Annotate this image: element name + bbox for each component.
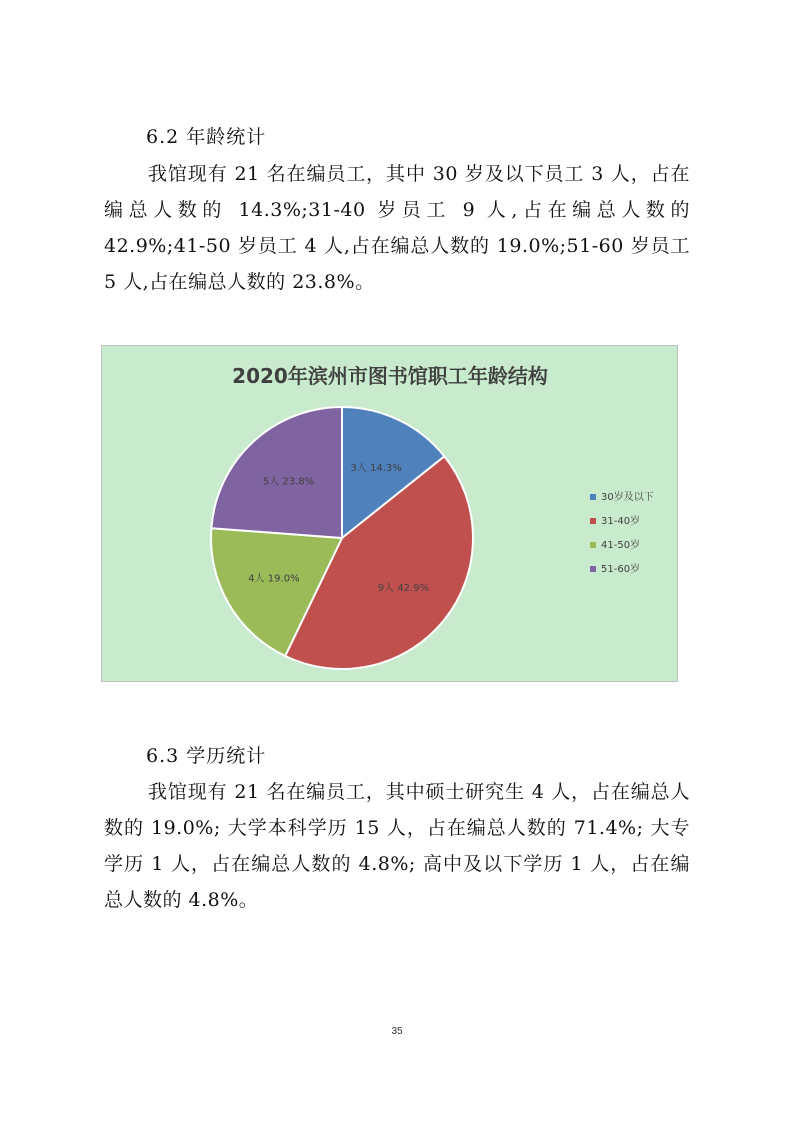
slice-data-label: 5人 23.8% bbox=[262, 476, 315, 488]
slice-data-label: 9人 42.9% bbox=[377, 583, 430, 595]
page-number: 35 bbox=[391, 1026, 403, 1037]
slice-data-label: 3人 14.3% bbox=[350, 463, 402, 475]
section-heading-age: 6.2 年龄统计 bbox=[146, 126, 267, 148]
slice-data-label: 4人 19.0% bbox=[248, 573, 300, 585]
age-paragraph: 我馆现有 21 名在编员工，其中 30 岁及以下员工 3 人，占在编总人数的 14.3%;31-40 岁员工 9 人,占在编总人数的 42.9%;41-50 岁员工 4 人,占在编总人数的 19.0%;51-60 岁员工 5 人,占在编总人数的 23.8%。 bbox=[104, 163, 690, 293]
legend-swatch bbox=[590, 494, 596, 500]
legend-label: 41-50岁 bbox=[601, 540, 641, 551]
legend-label: 51-60岁 bbox=[601, 564, 641, 575]
legend-label: 30岁及以下 bbox=[601, 492, 654, 503]
education-paragraph: 我馆现有 21 名在编员工，其中硕士研究生 4 人，占在编总人数的 19.0%; 大学本科学历 15 人，占在编总人数的 71.4%; 大专学历 1 人，占在编总人数的 4.8%; 高中及以下学历 1 人，占在编总人数的 4.8%。 bbox=[104, 781, 690, 911]
legend-swatch bbox=[590, 518, 596, 524]
pie-slice bbox=[211, 407, 342, 538]
chart-title: 2020年滨州市图书馆职工年龄结构 bbox=[232, 364, 548, 388]
section-heading-education: 6.3 学历统计 bbox=[146, 745, 267, 767]
legend-swatch bbox=[590, 566, 596, 572]
legend-swatch bbox=[590, 542, 596, 548]
pie-chart-canvas bbox=[102, 346, 679, 683]
legend-label: 31-40岁 bbox=[601, 516, 641, 527]
age-pie-chart bbox=[101, 345, 678, 682]
